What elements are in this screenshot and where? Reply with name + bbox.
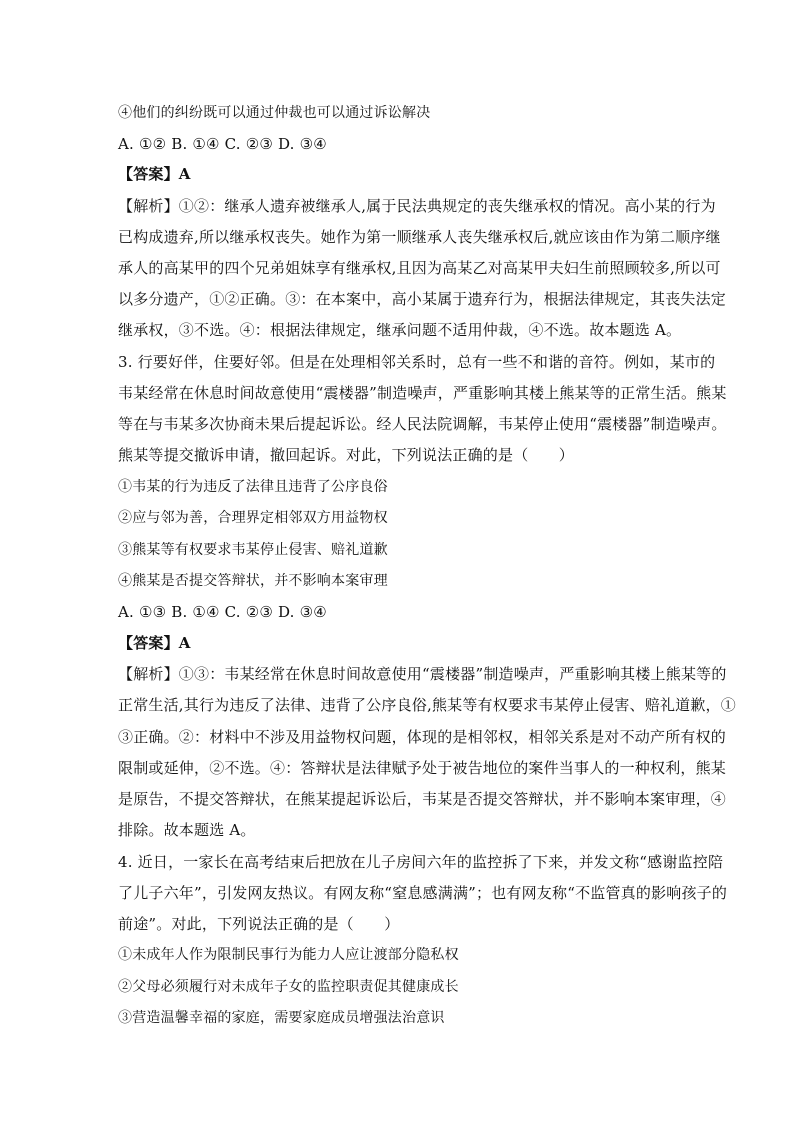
analysis-line: 排除。故本题选 A。 — [118, 821, 256, 839]
option-2: ②父母必须履行对未成年子女的监控职责促其健康成长 — [118, 979, 459, 995]
analysis-line: 【解析】①②：继承人遗弃被继承人,属于民法典规定的丧失继承权的情况。高小某的行为 — [118, 197, 716, 215]
option-4: ④熊某是否提交答辩状，并不影响本案审理 — [118, 573, 388, 589]
answer-choices: A. ①③ B. ①④ C. ②③ D. ③④ — [118, 603, 327, 621]
option-3: ③营造温馨幸福的家庭，需要家庭成员增强法治意识 — [118, 1010, 445, 1026]
option-1: ①韦某的行为违反了法律且违背了公序良俗 — [118, 479, 388, 495]
answer-choices: A. ①② B. ①④ C. ②③ D. ③④ — [118, 135, 327, 153]
analysis-line: 已构成遗弃,所以继承权丧失。她作为第一顺继承人丧失继承权后,就应该由作为第二顺序继 — [118, 228, 721, 246]
analysis-line: 是原告，不提交答辩状，在熊某提起诉讼后，韦某是否提交答辩状，并不影响本案审理，④ — [118, 790, 727, 808]
analysis-line: ③正确。②：材料中不涉及用益物权问题，体现的是相邻权，相邻关系是对不动产所有权的 — [118, 728, 727, 746]
analysis-line: 限制或延伸，②不选。④：答辩状是法律赋予处于被告地位的案件当事人的一种权利，熊某 — [118, 759, 727, 777]
analysis-line: 以多分遗产，①②正确。③：在本案中，高小某属于遗弃行为，根据法律规定，其丧失法定 — [118, 290, 727, 308]
question-3-stem: 韦某经常在休息时间故意使用“震楼器”制造噪声，严重影响其楼上熊某等的正常生活。熊某 — [118, 384, 727, 402]
question-3-stem: 3. 行要好伴，住要好邻。但是在处理相邻关系时，总有一些不和谐的音符。例如，某市的 — [118, 353, 716, 371]
option-4: ④他们的纠纷既可以通过仲裁也可以通过诉讼解决 — [118, 105, 431, 121]
option-1: ①未成年人作为限制民事行为能力人应让渡部分隐私权 — [118, 947, 459, 963]
answer-label: 【答案】A — [118, 165, 191, 183]
question-4-stem: 前途”。对此，下列说法正确的是（ ） — [118, 915, 400, 933]
option-2: ②应与邻为善，合理界定相邻双方用益物权 — [118, 510, 388, 526]
answer-label: 【答案】A — [118, 634, 191, 652]
analysis-line: 继承权，③不选。④：根据法律规定，继承问题不适用仲裁，④不选。故本题选 A。 — [118, 321, 682, 339]
question-3-stem: 等在与韦某多次协商未果后提起诉讼。经人民法院调解，韦某停止使用“震楼器”制造噪声。 — [118, 415, 727, 433]
analysis-line: 正常生活,其行为违反了法律、违背了公序良俗,熊某等有权要求韦某停止侵害、赔礼道歉，① — [118, 696, 736, 714]
analysis-line: 【解析】①③：韦某经常在休息时间故意使用“震楼器”制造噪声，严重影响其楼上熊某等的 — [118, 665, 727, 683]
question-3-stem: 熊某等提交撤诉申请，撤回起诉。对此，下列说法正确的是（ ） — [118, 446, 575, 464]
analysis-line: 承人的高某甲的四个兄弟姐妹享有继承权,且因为高某乙对高某甲夫妇生前照顾较多,所以可 — [118, 259, 721, 277]
question-4-stem: 4. 近日，一家长在高考结束后把放在儿子房间六年的监控拆了下来，并发文称“感谢监控陪 — [118, 853, 724, 871]
question-4-stem: 了儿子六年”，引发网友热议。有网友称“窒息感满满”；也有网友称“不监管真的影响孩子的 — [118, 884, 728, 902]
option-3: ③熊某等有权要求韦某停止侵害、赔礼道歉 — [118, 542, 388, 558]
